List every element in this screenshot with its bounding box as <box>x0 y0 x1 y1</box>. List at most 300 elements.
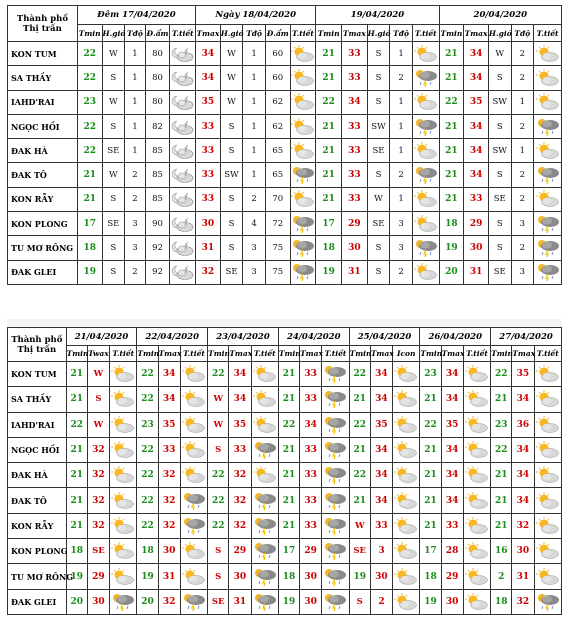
tmin-value: 21 <box>66 463 87 488</box>
column-header: T.tiết <box>170 25 196 42</box>
table-row <box>8 362 562 387</box>
weather-sun-cloud-icon <box>251 463 278 488</box>
cell-value: 3 <box>125 236 146 260</box>
weather-sun-cloud-icon <box>393 412 420 437</box>
weather-moon-cloud-icon <box>170 90 196 114</box>
weather-storm-icon <box>322 437 349 462</box>
cell-value: SE <box>102 139 125 163</box>
cell-value: 2 <box>243 187 266 211</box>
column-header: T.tiết <box>290 25 316 42</box>
city-name: ĐAK TÔ <box>8 163 78 187</box>
weather-storm-icon <box>322 412 349 437</box>
tmax-value: 33 <box>370 513 392 538</box>
weather-storm-icon <box>534 589 561 614</box>
cell-value: S <box>102 236 125 260</box>
weather-sun-cloud-icon <box>393 362 420 387</box>
column-header: Đ.ẩm <box>265 25 290 42</box>
cell-value: S <box>220 236 243 260</box>
tmin-value: 21 <box>278 488 299 513</box>
weather-sun-cloud-icon <box>393 463 420 488</box>
column-header: T.tiết <box>534 346 561 362</box>
tmax-value: 29 <box>229 539 251 564</box>
weather-storm-icon <box>534 212 562 236</box>
cell-value: SE <box>488 187 511 211</box>
cell-value: 21 <box>316 187 342 211</box>
cell-value: 1 <box>511 90 534 114</box>
tmin-value: 22 <box>208 513 229 538</box>
tmax-value: 32 <box>87 488 109 513</box>
cell-value: 23 <box>77 90 102 114</box>
cell-value: 30 <box>196 212 221 236</box>
tmin-value: 21 <box>491 488 512 513</box>
weather-sun-cloud-icon <box>534 42 562 66</box>
cell-value: W <box>220 42 243 66</box>
tmax-value: 30 <box>87 589 109 614</box>
tmax-value: 34 <box>300 412 322 437</box>
cell-value: 22 <box>439 90 464 114</box>
column-header: Tmax <box>370 346 392 362</box>
cell-value: 2 <box>390 163 413 187</box>
tmin-value: 22 <box>208 463 229 488</box>
column-header: Tmin <box>208 346 229 362</box>
column-header: Tđộ <box>125 25 146 42</box>
city-name: ĐAK HÀ <box>8 139 78 163</box>
cell-value: S <box>367 236 390 260</box>
cell-value: 1 <box>125 139 146 163</box>
cell-value: 34 <box>196 66 221 90</box>
city-name: KON TUM <box>8 42 78 66</box>
tmax-value: 29 <box>87 564 109 589</box>
cell-value: 2 <box>125 163 146 187</box>
cell-value: 33 <box>341 114 367 138</box>
cell-value: 2 <box>511 114 534 138</box>
column-header: T.tiết <box>180 346 207 362</box>
table-row <box>8 513 562 538</box>
cell-value: 34 <box>464 139 489 163</box>
forecast-table-1 <box>7 5 562 285</box>
column-header: Tmin <box>420 346 441 362</box>
tmin-value: 22 <box>208 362 229 387</box>
cell-value: 21 <box>439 187 464 211</box>
column-header: Tđộ <box>511 25 534 42</box>
cell-value: SE <box>367 212 390 236</box>
weather-sun-cloud-icon <box>412 90 439 114</box>
table-row <box>8 412 562 437</box>
cell-value: SE <box>220 260 243 284</box>
weather-storm-icon <box>180 488 207 513</box>
table-row <box>8 139 562 163</box>
tmin-value: 22 <box>208 488 229 513</box>
column-header: Tđộ <box>243 25 266 42</box>
column-header: Tmax <box>229 346 251 362</box>
city-name: KON RẪY <box>8 513 67 538</box>
cell-value: 20 <box>439 260 464 284</box>
cell-value: 75 <box>265 236 290 260</box>
weather-storm-icon <box>534 260 562 284</box>
cell-value: 2 <box>511 66 534 90</box>
tmin-value: 20 <box>137 589 158 614</box>
tmin-value: 21 <box>66 513 87 538</box>
tmin-value: 21 <box>66 437 87 462</box>
tmax-value: 34 <box>512 437 534 462</box>
cell-value: 1 <box>243 114 266 138</box>
tmin-value: 21 <box>278 513 299 538</box>
column-header: Tmax <box>300 346 322 362</box>
section-divider <box>7 319 562 327</box>
city-header: Thành phố Thị trấn <box>8 328 67 362</box>
tmax-value: 35 <box>441 412 463 437</box>
tmin-value: 22 <box>349 362 370 387</box>
weather-sun-cloud-icon <box>412 212 439 236</box>
tmax-value: 30 <box>229 564 251 589</box>
weather-sun-cloud-icon <box>251 387 278 412</box>
tmin-value: 21 <box>349 437 370 462</box>
tmax-value: 34 <box>158 362 180 387</box>
cell-value: 80 <box>145 90 170 114</box>
cell-value: 34 <box>196 42 221 66</box>
city-name: IAHD'RAI <box>8 412 67 437</box>
tmax-value: 34 <box>370 488 392 513</box>
column-header: H.gió <box>102 25 125 42</box>
cell-value: SW <box>367 114 390 138</box>
city-header: Thành phố Thị trấn <box>8 6 78 42</box>
weather-sun-cloud-icon <box>180 387 207 412</box>
tmin-value: 22 <box>66 412 87 437</box>
cell-value: 1 <box>390 187 413 211</box>
cell-value: S <box>488 163 511 187</box>
weather-storm-icon <box>322 564 349 589</box>
city-name: IAHD'RAI <box>8 90 78 114</box>
cell-value: 35 <box>464 90 489 114</box>
tmin-value: 21 <box>349 488 370 513</box>
cell-value: 1 <box>390 90 413 114</box>
tmin-value: W <box>208 387 229 412</box>
cell-value: 1 <box>125 66 146 90</box>
cell-value: S <box>102 187 125 211</box>
cell-value: 2 <box>125 187 146 211</box>
weather-sun-cloud-icon <box>534 437 561 462</box>
cell-value: SW <box>220 163 243 187</box>
tmax-value: 33 <box>300 513 322 538</box>
cell-value: 17 <box>316 212 342 236</box>
city-name: KON RẪY <box>8 187 78 211</box>
tmax-value: 3 <box>370 539 392 564</box>
cell-value: 18 <box>439 212 464 236</box>
weather-sun-cloud-icon <box>463 564 490 589</box>
column-header: T.tiết <box>534 25 562 42</box>
cell-value: 3 <box>390 236 413 260</box>
tmin-value: 21 <box>420 463 441 488</box>
tmax-value: 32 <box>229 488 251 513</box>
weather-storm-icon <box>322 539 349 564</box>
weather-sun-cloud-icon <box>534 66 562 90</box>
cell-value: 30 <box>464 236 489 260</box>
cell-value: 34 <box>341 90 367 114</box>
cell-value: 21 <box>316 42 342 66</box>
weather-moon-cloud-icon <box>170 260 196 284</box>
tmax-value: 32 <box>87 513 109 538</box>
cell-value: 35 <box>196 90 221 114</box>
weather-sun-cloud-icon <box>463 539 490 564</box>
tmin-value: 21 <box>278 463 299 488</box>
weather-moon-cloud-icon <box>170 163 196 187</box>
weather-sun-cloud-icon <box>534 362 561 387</box>
tmax-value: 32 <box>158 513 180 538</box>
cell-value: 21 <box>316 163 342 187</box>
table-row <box>8 260 562 284</box>
column-header: T.tiết <box>322 346 349 362</box>
column-header: Tđộ <box>390 25 413 42</box>
weather-sun-cloud-icon <box>534 488 561 513</box>
weather-sun-cloud-icon <box>463 387 490 412</box>
cell-value: S <box>488 236 511 260</box>
column-header: Tmax <box>196 25 221 42</box>
weather-sun-cloud-icon <box>110 387 137 412</box>
cell-value: 1 <box>243 66 266 90</box>
city-name: ĐAK TÔ <box>8 488 67 513</box>
tmax-value: 28 <box>441 539 463 564</box>
tmin-value: 22 <box>349 412 370 437</box>
weather-storm-icon <box>322 488 349 513</box>
weather-sun-cloud-icon <box>290 90 316 114</box>
tmin-value: 22 <box>137 513 158 538</box>
cell-value: 1 <box>390 42 413 66</box>
cell-value: W <box>102 163 125 187</box>
cell-value: 60 <box>265 66 290 90</box>
column-header: T.tiết <box>463 346 490 362</box>
tmin-value: 22 <box>137 463 158 488</box>
tmin-value: 22 <box>137 362 158 387</box>
cell-value: S <box>102 114 125 138</box>
cell-value: 2 <box>390 260 413 284</box>
tmin-value: S <box>208 564 229 589</box>
tmax-value: 34 <box>441 488 463 513</box>
tmin-value: 19 <box>278 589 299 614</box>
tmax-value: 33 <box>441 513 463 538</box>
weather-sun-cloud-icon <box>463 412 490 437</box>
tmax-value: 34 <box>441 362 463 387</box>
weather-sun-cloud-icon <box>534 412 561 437</box>
cell-value: 34 <box>464 114 489 138</box>
tmax-value: 34 <box>512 387 534 412</box>
cell-value: 31 <box>196 236 221 260</box>
cell-value: 1 <box>243 163 266 187</box>
weather-storm-icon <box>290 163 316 187</box>
weather-sun-cloud-icon <box>290 66 316 90</box>
weather-storm-icon <box>534 236 562 260</box>
tmin-value: 22 <box>278 412 299 437</box>
tmax-value: 33 <box>300 362 322 387</box>
tmax-value: 29 <box>300 539 322 564</box>
cell-value: 33 <box>196 187 221 211</box>
weather-storm-icon <box>251 488 278 513</box>
weather-sun-cloud-icon <box>110 539 137 564</box>
cell-value: 2 <box>511 187 534 211</box>
city-name: KON TUM <box>8 362 67 387</box>
weather-storm-icon <box>412 66 439 90</box>
weather-sun-cloud-icon <box>290 187 316 211</box>
cell-value: S <box>102 260 125 284</box>
tmin-value: 16 <box>491 539 512 564</box>
cell-value: 21 <box>439 163 464 187</box>
column-header: T.tiết <box>251 346 278 362</box>
cell-value: SE <box>102 212 125 236</box>
table-row <box>8 114 562 138</box>
tmax-value: 31 <box>229 589 251 614</box>
tmax-value: 32 <box>512 513 534 538</box>
weather-storm-icon <box>110 589 137 614</box>
weather-storm-icon <box>534 114 562 138</box>
tmin-value: 19 <box>137 564 158 589</box>
city-name: ĐAK HÀ <box>8 463 67 488</box>
weather-sun-cloud-icon <box>393 488 420 513</box>
weather-sun-cloud-icon <box>110 437 137 462</box>
tmin-value: 23 <box>491 412 512 437</box>
tmin-value: 21 <box>278 387 299 412</box>
cell-value: 72 <box>265 212 290 236</box>
tmin-value: 21 <box>420 437 441 462</box>
cell-value: 1 <box>511 139 534 163</box>
cell-value: W <box>220 66 243 90</box>
cell-value: 2 <box>125 260 146 284</box>
tmin-value: S <box>208 539 229 564</box>
cell-value: 21 <box>77 187 102 211</box>
cell-value: S <box>220 212 243 236</box>
tmax-value: 34 <box>229 362 251 387</box>
weather-sun-cloud-icon <box>110 513 137 538</box>
weather-sun-cloud-icon <box>534 90 562 114</box>
cell-value: 33 <box>341 187 367 211</box>
weather-storm-icon <box>251 564 278 589</box>
weather-sun-cloud-icon <box>534 387 561 412</box>
cell-value: 85 <box>145 187 170 211</box>
cell-value: 1 <box>125 90 146 114</box>
cell-value: 18 <box>77 236 102 260</box>
cell-value: 22 <box>316 90 342 114</box>
day-header: Ngày 18/04/2020 <box>196 6 316 25</box>
cell-value: SE <box>367 139 390 163</box>
tmin-value: 18 <box>66 539 87 564</box>
tmax-value: 34 <box>441 387 463 412</box>
cell-value: 19 <box>316 260 342 284</box>
column-header: Tmin <box>66 346 87 362</box>
city-name: ĐAK GLEI <box>8 260 78 284</box>
column-header: Tmin <box>278 346 299 362</box>
weather-storm-icon <box>251 513 278 538</box>
cell-value: S <box>367 260 390 284</box>
day-header: 24/04/2020 <box>278 328 349 346</box>
tmax-value: 30 <box>158 539 180 564</box>
weather-sun-cloud-icon <box>251 412 278 437</box>
cell-value: 3 <box>125 212 146 236</box>
tmax-value: 34 <box>370 362 392 387</box>
column-header: Tmax <box>464 25 489 42</box>
weather-storm-icon <box>290 236 316 260</box>
cell-value: W <box>102 42 125 66</box>
weather-storm-icon <box>290 212 316 236</box>
city-name: NGỌC HỒI <box>8 114 78 138</box>
column-header: Tmin <box>349 346 370 362</box>
tmin-value: 22 <box>349 463 370 488</box>
weather-sun-cloud-icon <box>180 412 207 437</box>
forecast-table-2 <box>7 327 562 615</box>
cell-value: 19 <box>77 260 102 284</box>
weather-sun-cloud-icon <box>110 564 137 589</box>
cell-value: 3 <box>511 212 534 236</box>
day-header: 23/04/2020 <box>208 328 279 346</box>
cell-value: S <box>488 66 511 90</box>
weather-sun-cloud-icon <box>393 387 420 412</box>
city-name: SA THẦY <box>8 66 78 90</box>
cell-value: S <box>220 139 243 163</box>
day-header: Đêm 17/04/2020 <box>77 6 195 25</box>
cell-value: 2 <box>511 42 534 66</box>
column-header: Tmax <box>341 25 367 42</box>
tmax-value: 31 <box>158 564 180 589</box>
tmin-value: 18 <box>491 589 512 614</box>
table-row <box>8 564 562 589</box>
tmin-value: 21 <box>66 362 87 387</box>
weather-storm-icon <box>412 236 439 260</box>
cell-value: 85 <box>145 139 170 163</box>
city-name: TU MƠ RÔNG <box>8 564 67 589</box>
weather-sun-cloud-icon <box>290 139 316 163</box>
tmax-value: 33 <box>300 463 322 488</box>
tmin-value: 19 <box>66 564 87 589</box>
city-name: SA THẦY <box>8 387 67 412</box>
tmin-value: S <box>349 589 370 614</box>
cell-value: 92 <box>145 260 170 284</box>
weather-storm-icon <box>251 589 278 614</box>
tmax-value: 29 <box>441 564 463 589</box>
cell-value: 75 <box>265 260 290 284</box>
tmin-value: 23 <box>420 362 441 387</box>
day-header: 27/04/2020 <box>491 328 562 346</box>
weather-storm-icon <box>322 387 349 412</box>
weather-sun-cloud-icon <box>393 589 420 614</box>
cell-value: SE <box>488 260 511 284</box>
tmax-value: 35 <box>229 412 251 437</box>
tmin-value: 21 <box>420 387 441 412</box>
cell-value: 22 <box>77 114 102 138</box>
weather-moon-cloud-icon <box>170 212 196 236</box>
cell-value: 33 <box>341 139 367 163</box>
tmin-value: W <box>208 412 229 437</box>
cell-value: 62 <box>265 114 290 138</box>
weather-storm-icon <box>322 589 349 614</box>
tmax-value: 31 <box>512 564 534 589</box>
tmin-value: S <box>208 437 229 462</box>
weather-sun-cloud-icon <box>180 362 207 387</box>
cell-value: 60 <box>265 42 290 66</box>
day-header: 25/04/2020 <box>349 328 420 346</box>
tmin-value: 21 <box>278 437 299 462</box>
tmax-value: 35 <box>370 412 392 437</box>
tmin-value: 22 <box>137 488 158 513</box>
city-name: KON PLONG <box>8 212 78 236</box>
cell-value: S <box>488 212 511 236</box>
cell-value: 29 <box>341 212 367 236</box>
weather-sun-cloud-icon <box>393 539 420 564</box>
tmin-value: 22 <box>420 412 441 437</box>
weather-storm-icon <box>322 362 349 387</box>
weather-sun-cloud-icon <box>110 412 137 437</box>
cell-value: W <box>367 187 390 211</box>
cell-value: 33 <box>196 114 221 138</box>
table-row <box>8 90 562 114</box>
cell-value: S <box>220 187 243 211</box>
cell-value: S <box>367 66 390 90</box>
